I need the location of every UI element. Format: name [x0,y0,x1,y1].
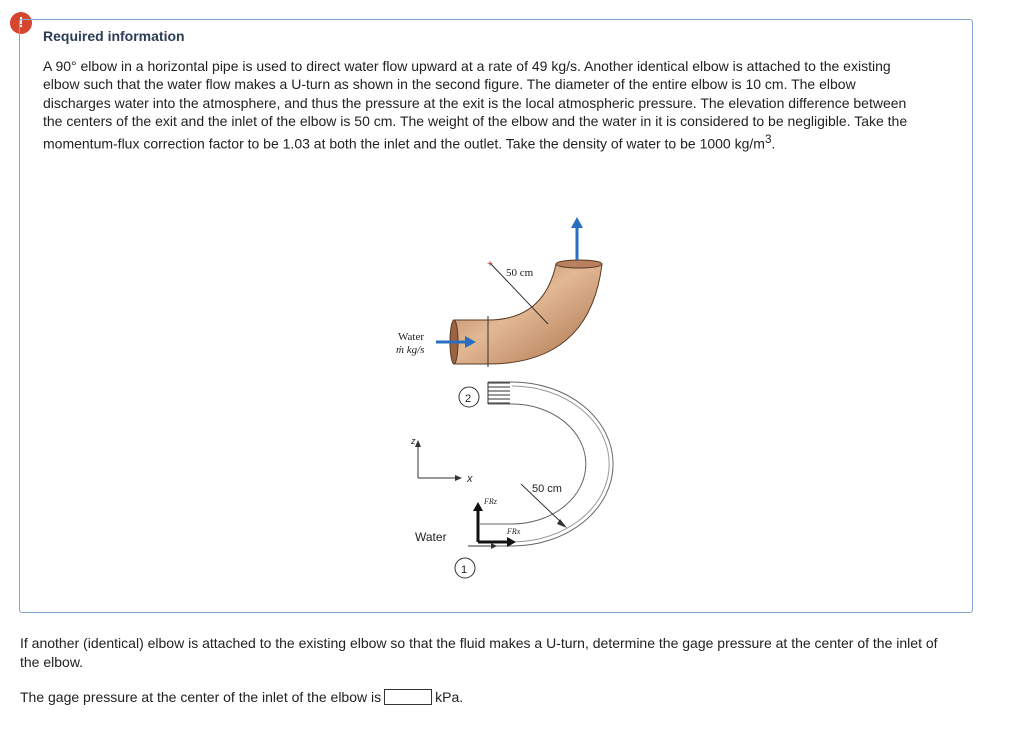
elbow-pipe-shape [454,264,602,364]
problem-end: . [771,135,776,152]
z-axis-arrow-icon [415,440,421,447]
uturn-outer-wall-2 [512,386,609,542]
force-x-label: FRx [507,527,521,536]
z-axis-label: z [411,436,416,446]
outlet-opening [556,260,602,268]
problem-superscript: 3 [764,132,772,146]
problem-body: A 90° elbow in a horizontal pipe is used to direct water flow upward at a rate of 49 kg/s. Another identical elbow is attached to the existing elbow such that the water flow makes a U-turn as shown in the second figure. The diameter of the entire elbow is 10 cm. The elbow discharges water into the atmosphere, and thus the pressure at the exit is the local atmospheric pressure. The elevation difference between the centers of the exit and the inlet of the elbow is 50 cm. The weight of the elbow and the water in it is considered to be negligible. Take the momentum-flux correction factor to be 1.03 at both the inlet and the outlet. Take the density of water to be 1000 kg/m [43,58,908,152]
x-axis-arrow-icon [455,475,462,481]
node-1-label: 1 [461,564,468,576]
figure-2-uturn [410,382,613,578]
exclamation-icon: ! [18,14,24,31]
problem-statement [43,57,911,153]
figure1-dimension: 50 cm [506,267,534,279]
info-title: Required information [43,28,185,44]
question-text: If another (identical) elbow is attached to the existing elbow so that the fluid makes a U-turn, determine the gage pressure at the center of the inlet of the elbow. [20,635,938,670]
node-2-label: 2 [465,393,472,405]
answer-unit: kPa. [435,689,464,705]
figure-1-elbow [396,217,602,367]
force-z-arrow-icon [473,502,483,511]
outlet-arrow-icon [571,217,583,228]
answer-prefix: The gage pressure at the center of the inlet of the elbow is [20,689,382,705]
answer-line [20,689,463,705]
figure2-dimension: 50 cm [532,483,562,495]
x-axis-label: x [467,473,473,485]
figure1-flow-label: ṁ kg/s [396,344,425,356]
center-mark: + [487,259,493,270]
inlet-flow-arrow-icon [491,543,497,549]
elbow-diagram [376,216,616,586]
uturn-inner-wall [512,404,586,524]
force-z-label: FRz [484,497,497,506]
figure2-water-label: Water [415,530,447,544]
answer-input[interactable] [384,689,432,705]
figure1-water-label: Water [398,331,424,343]
uturn-outer-wall [512,382,613,546]
exit-flow-arrows-icon [488,382,510,404]
